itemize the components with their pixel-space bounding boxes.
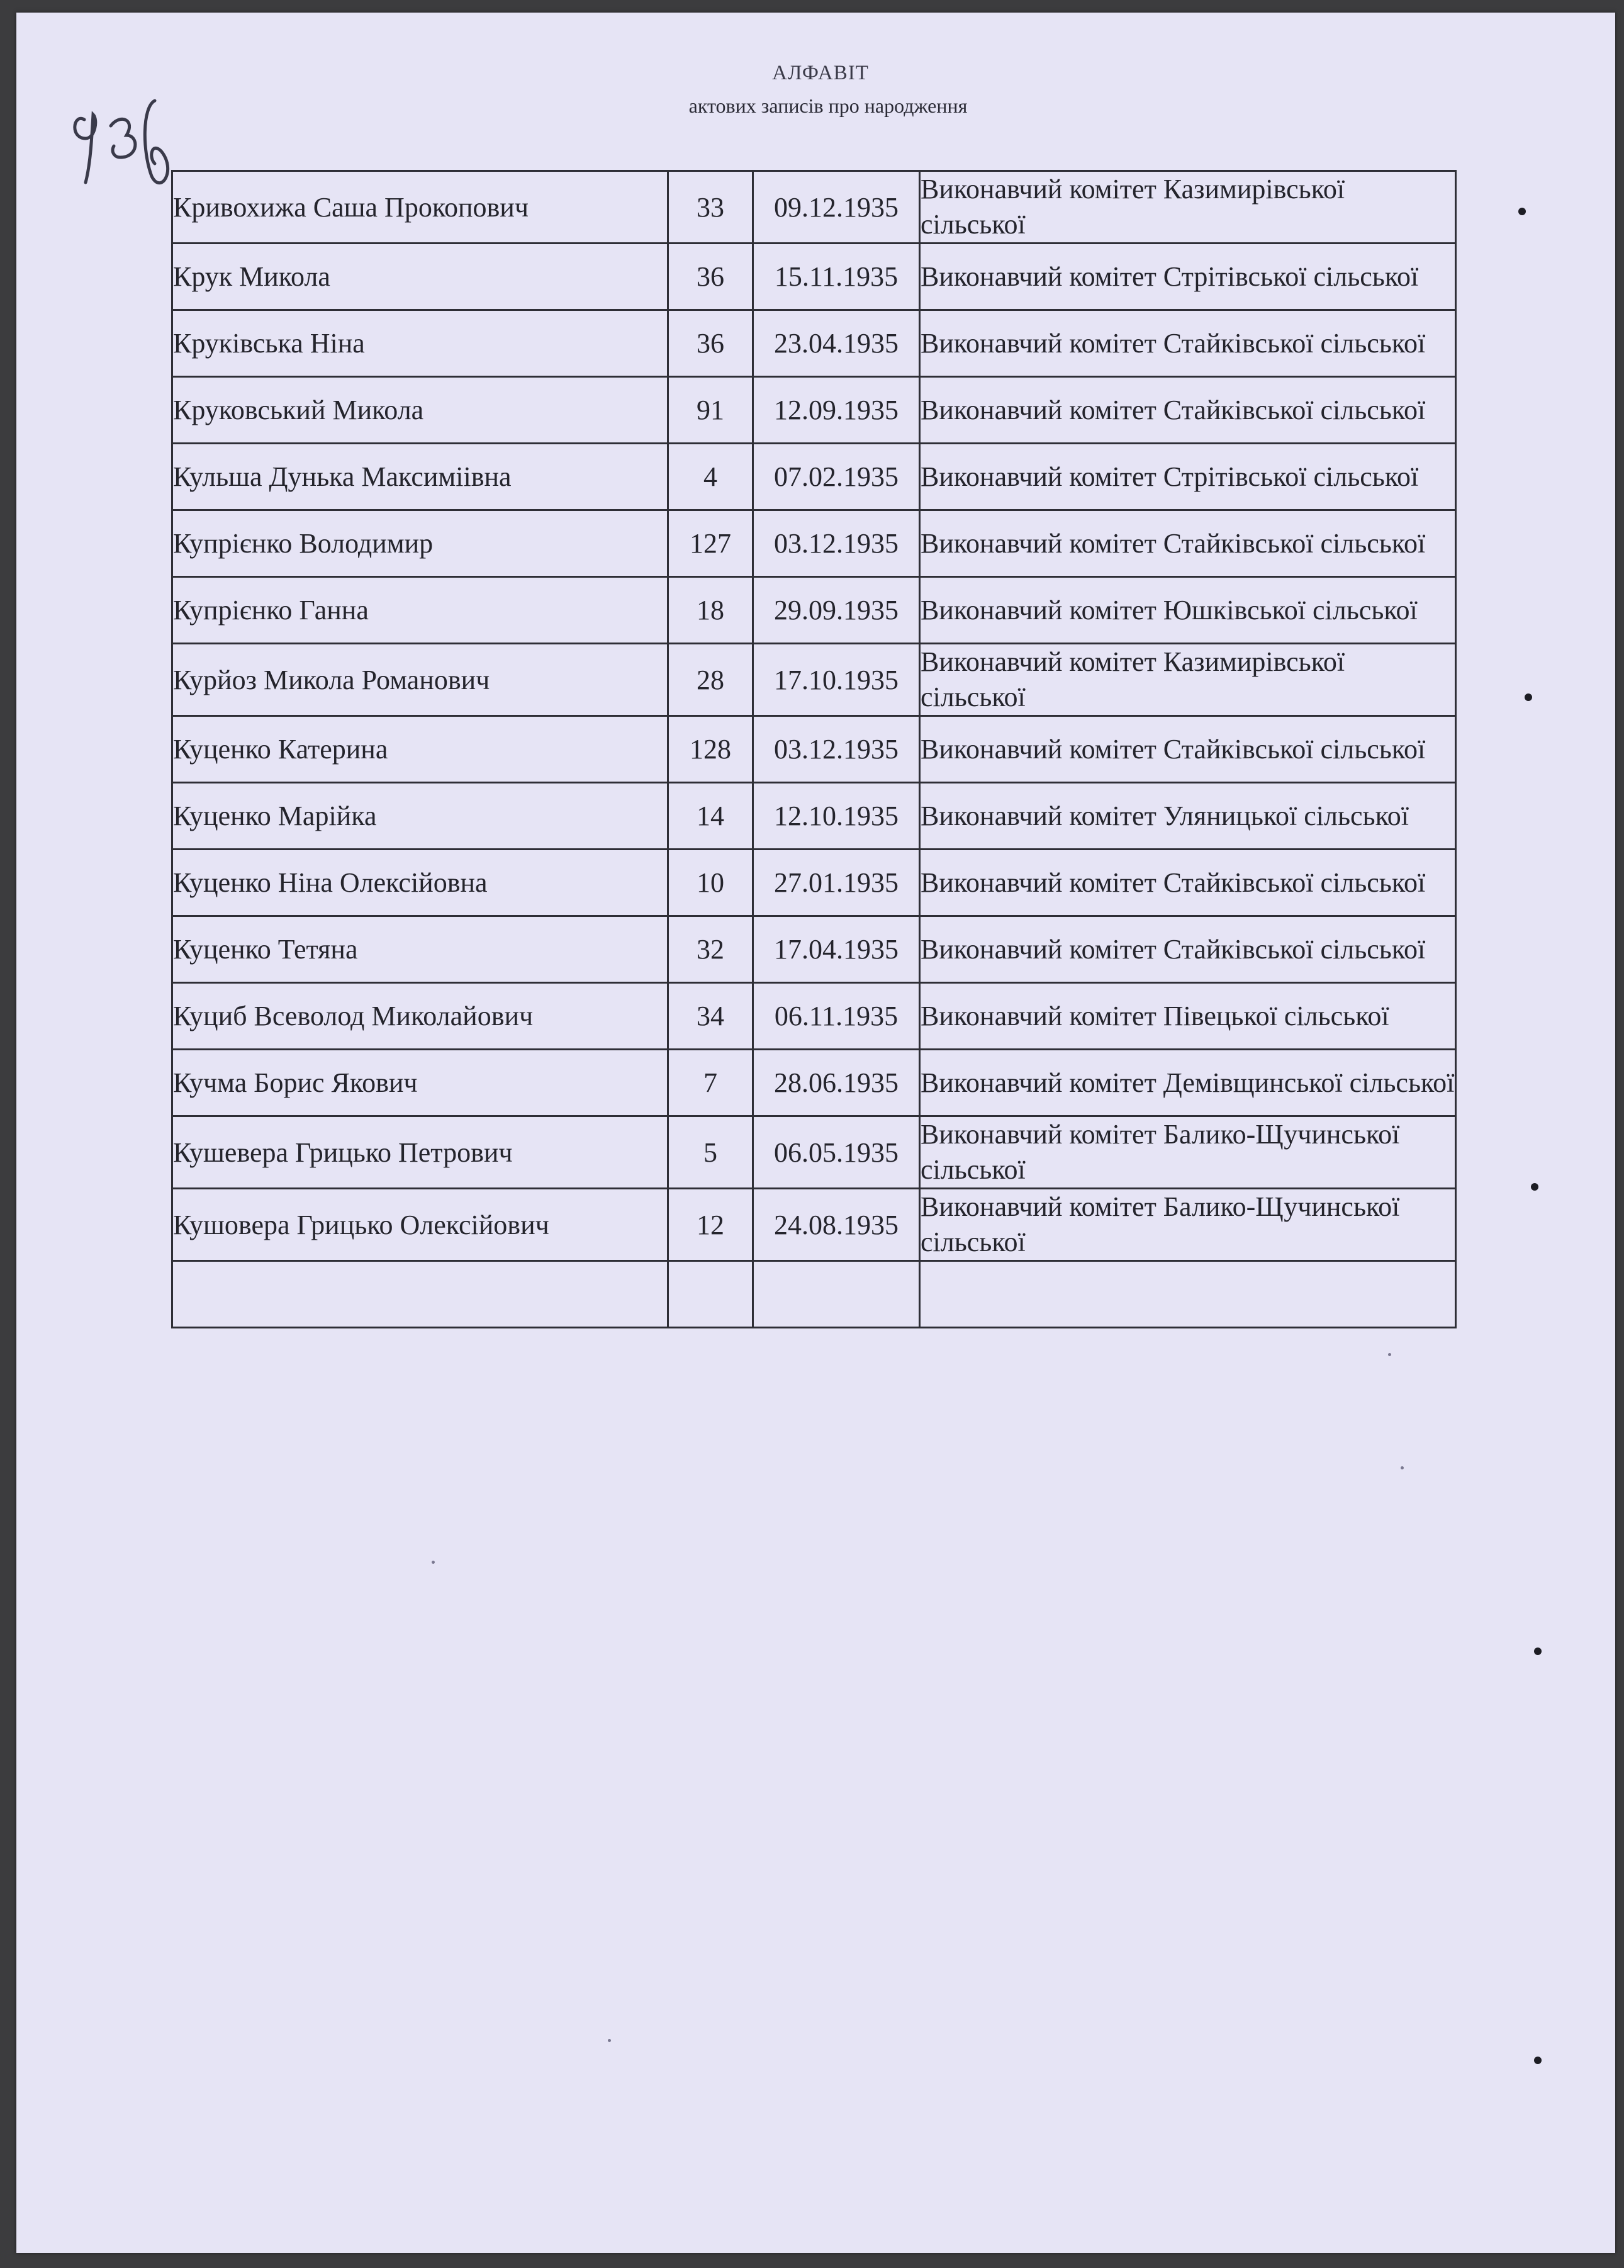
registrar-cell [920,1116,1456,1189]
record-date-cell [753,983,920,1050]
record-number-cell [668,444,753,510]
record-number-cell [668,983,753,1050]
person-name-text: Круківська Ніна [173,328,365,359]
table-row [172,1050,1456,1116]
record-date-text: 23.04.1935 [774,328,899,359]
person-name-text: Кривохижа Саша Прокопович [173,191,529,223]
registrar-cell [920,171,1456,244]
registrar-cell [920,783,1456,850]
record-date-cell [753,716,920,783]
table-row [172,310,1456,377]
person-name-text: Купрієнко Володимир [173,528,434,559]
record-number-cell [668,716,753,783]
record-date-cell [753,850,920,916]
registrar-cell [920,577,1456,644]
person-name-cell [172,1189,668,1261]
record-number-cell [668,510,753,577]
record-number-cell [668,1050,753,1116]
registrar-cell [920,1189,1456,1261]
record-date-cell [753,244,920,310]
registrar-text: Виконавчий комітет Півецької сільської [921,1000,1389,1031]
punch-hole [1525,693,1532,701]
birth-records-body [172,171,1456,1328]
table-row [172,244,1456,310]
table-row [172,1189,1456,1261]
registrar-text: Виконавчий комітет Демівщинської сільської [921,1067,1455,1098]
record-date-text: 12.09.1935 [774,395,899,425]
person-name-text: Кушевера Грицько Петрович [173,1137,513,1168]
person-name-text: Куценко Ніна Олексійовна [173,867,488,898]
record-date-cell [753,1116,920,1189]
record-number-cell [668,644,753,716]
person-name-cell [172,983,668,1050]
record-date-text: 09.12.1935 [774,191,899,223]
record-date-text: 03.12.1935 [774,734,899,765]
record-number-cell [668,577,753,644]
paper-speck [432,1561,435,1564]
registrar-text: Виконавчий комітет Стайківської сільської [921,527,1426,559]
document-title: АЛФАВІТ [772,62,869,84]
table-row [172,916,1456,983]
person-name-cell [172,644,668,716]
record-number-text: 127 [690,528,731,559]
punch-hole [1534,1648,1542,1655]
table-row [172,510,1456,577]
table-row [172,850,1456,916]
record-date-text: 06.11.1935 [774,1001,899,1031]
person-name-cell [172,1116,668,1189]
record-number-cell [668,783,753,850]
table-row [172,716,1456,783]
record-date-cell [753,510,920,577]
record-number-cell [668,310,753,377]
record-number-text: 91 [697,395,724,425]
record-number-text: 34 [697,1001,724,1031]
record-number-text: 5 [703,1137,717,1168]
table-row [172,577,1456,644]
person-name-text: Куценко Тетяна [173,934,358,965]
table-row [172,377,1456,444]
registrar-text: Виконавчий комітет Стайківської сільської [921,394,1426,425]
person-name-cell [172,716,668,783]
document-subtitle: актових записів про народження [688,94,968,117]
record-date-text: 17.10.1935 [774,664,899,695]
person-name-cell [172,244,668,310]
record-date-cell [753,377,920,444]
registrar-cell [920,716,1456,783]
person-name-cell [172,783,668,850]
record-number-cell [668,1261,753,1328]
table-row [172,444,1456,510]
birth-records-table [171,170,1457,1328]
table-row [172,1116,1456,1189]
paper-speck [1388,1353,1391,1356]
registrar-text: Виконавчий комітет Казимирівської сільської [921,174,1345,240]
handwritten-folio-number [60,76,186,208]
record-number-text: 4 [703,461,717,492]
person-name-cell [172,377,668,444]
record-date-text: 27.01.1935 [774,867,899,898]
paper-speck [1401,1466,1404,1469]
record-number-cell [668,244,753,310]
document-page [16,13,1615,2253]
person-name-text: Кульша Дунька Максиміівна [173,461,512,492]
paper-speck [608,2039,611,2042]
record-date-text: 06.05.1935 [774,1137,899,1168]
record-number-text: 14 [697,800,724,831]
person-name-text: Кучма Борис Якович [173,1067,418,1098]
record-number-text: 12 [697,1209,724,1240]
record-date-cell [753,1189,920,1261]
person-name-cell [172,577,668,644]
registrar-text: Виконавчий комітет Юшківської сільської [921,594,1418,626]
person-name-text: Куциб Всеволод Миколайович [173,1001,534,1031]
record-date-cell [753,577,920,644]
record-date-text: 29.09.1935 [774,595,899,626]
record-date-cell [753,916,920,983]
person-name-text: Курйоз Микола Романович [173,664,490,695]
registrar-text: Виконавчий комітет Стрітівської сільської [921,261,1419,292]
record-number-text: 33 [697,191,724,223]
table-row [172,1261,1456,1328]
registrar-cell [920,850,1456,916]
person-name-cell [172,1261,668,1328]
punch-hole [1531,1183,1538,1191]
record-number-text: 32 [697,934,724,965]
person-name-cell [172,310,668,377]
registrar-cell [920,244,1456,310]
person-name-text: Крук Микола [173,261,330,292]
record-date-text: 24.08.1935 [774,1209,899,1240]
table-row [172,644,1456,716]
registrar-cell [920,1050,1456,1116]
record-number-cell [668,1116,753,1189]
registrar-cell [920,983,1456,1050]
registrar-cell [920,644,1456,716]
record-number-cell [668,171,753,244]
record-date-text: 17.04.1935 [774,934,899,965]
person-name-cell [172,510,668,577]
record-number-text: 128 [690,734,731,765]
registrar-cell [920,377,1456,444]
record-date-text: 07.02.1935 [774,461,899,492]
registrar-text: Виконавчий комітет Балико-Щучинської сільської [921,1191,1400,1257]
person-name-text: Куценко Марійка [173,800,377,831]
record-number-text: 36 [697,261,724,292]
registrar-cell [920,444,1456,510]
registrar-text: Виконавчий комітет Стайківської сільської [921,933,1426,965]
registrar-text: Виконавчий комітет Уляницької сільської [921,800,1409,831]
record-number-text: 7 [703,1067,717,1098]
record-date-cell [753,171,920,244]
table-row [172,783,1456,850]
person-name-cell [172,444,668,510]
record-date-text: 03.12.1935 [774,528,899,559]
registrar-cell [920,510,1456,577]
record-date-cell [753,310,920,377]
table-row [172,171,1456,244]
record-number-text: 36 [697,328,724,359]
record-date-text: 28.06.1935 [774,1067,899,1098]
record-number-cell [668,916,753,983]
person-name-cell [172,850,668,916]
person-name-cell [172,1050,668,1116]
person-name-text: Куценко Катерина [173,734,388,765]
registrar-text: Виконавчий комітет Стайківської сільської [921,733,1426,765]
registrar-cell [920,916,1456,983]
record-number-text: 10 [697,867,724,898]
registrar-cell [920,310,1456,377]
person-name-text: Кушовера Грицько Олексійович [173,1209,549,1240]
record-date-text: 12.10.1935 [774,800,899,831]
punch-hole [1518,208,1526,215]
punch-hole [1534,2057,1542,2064]
record-date-text: 15.11.1935 [774,261,899,292]
record-date-cell [753,1050,920,1116]
record-number-cell [668,1189,753,1261]
table-row [172,983,1456,1050]
registrar-text: Виконавчий комітет Казимирівської сільської [921,646,1345,712]
person-name-text: Купрієнко Ганна [173,595,369,626]
record-date-cell [753,444,920,510]
registrar-text: Виконавчий комітет Стайківської сільської [921,327,1426,359]
record-date-cell [753,644,920,716]
registrar-text: Виконавчий комітет Стрітівської сільської [921,461,1419,492]
record-number-cell [668,377,753,444]
registrar-text: Виконавчий комітет Стайківської сільської [921,867,1426,898]
registrar-cell [920,1261,1456,1328]
record-date-cell [753,1261,920,1328]
person-name-cell [172,171,668,244]
record-number-text: 28 [697,664,724,695]
person-name-cell [172,916,668,983]
record-number-text: 18 [697,595,724,626]
record-number-cell [668,850,753,916]
registrar-text: Виконавчий комітет Балико-Щучинської сільської [921,1119,1400,1185]
record-date-cell [753,783,920,850]
person-name-text: Круковський Микола [173,395,424,425]
